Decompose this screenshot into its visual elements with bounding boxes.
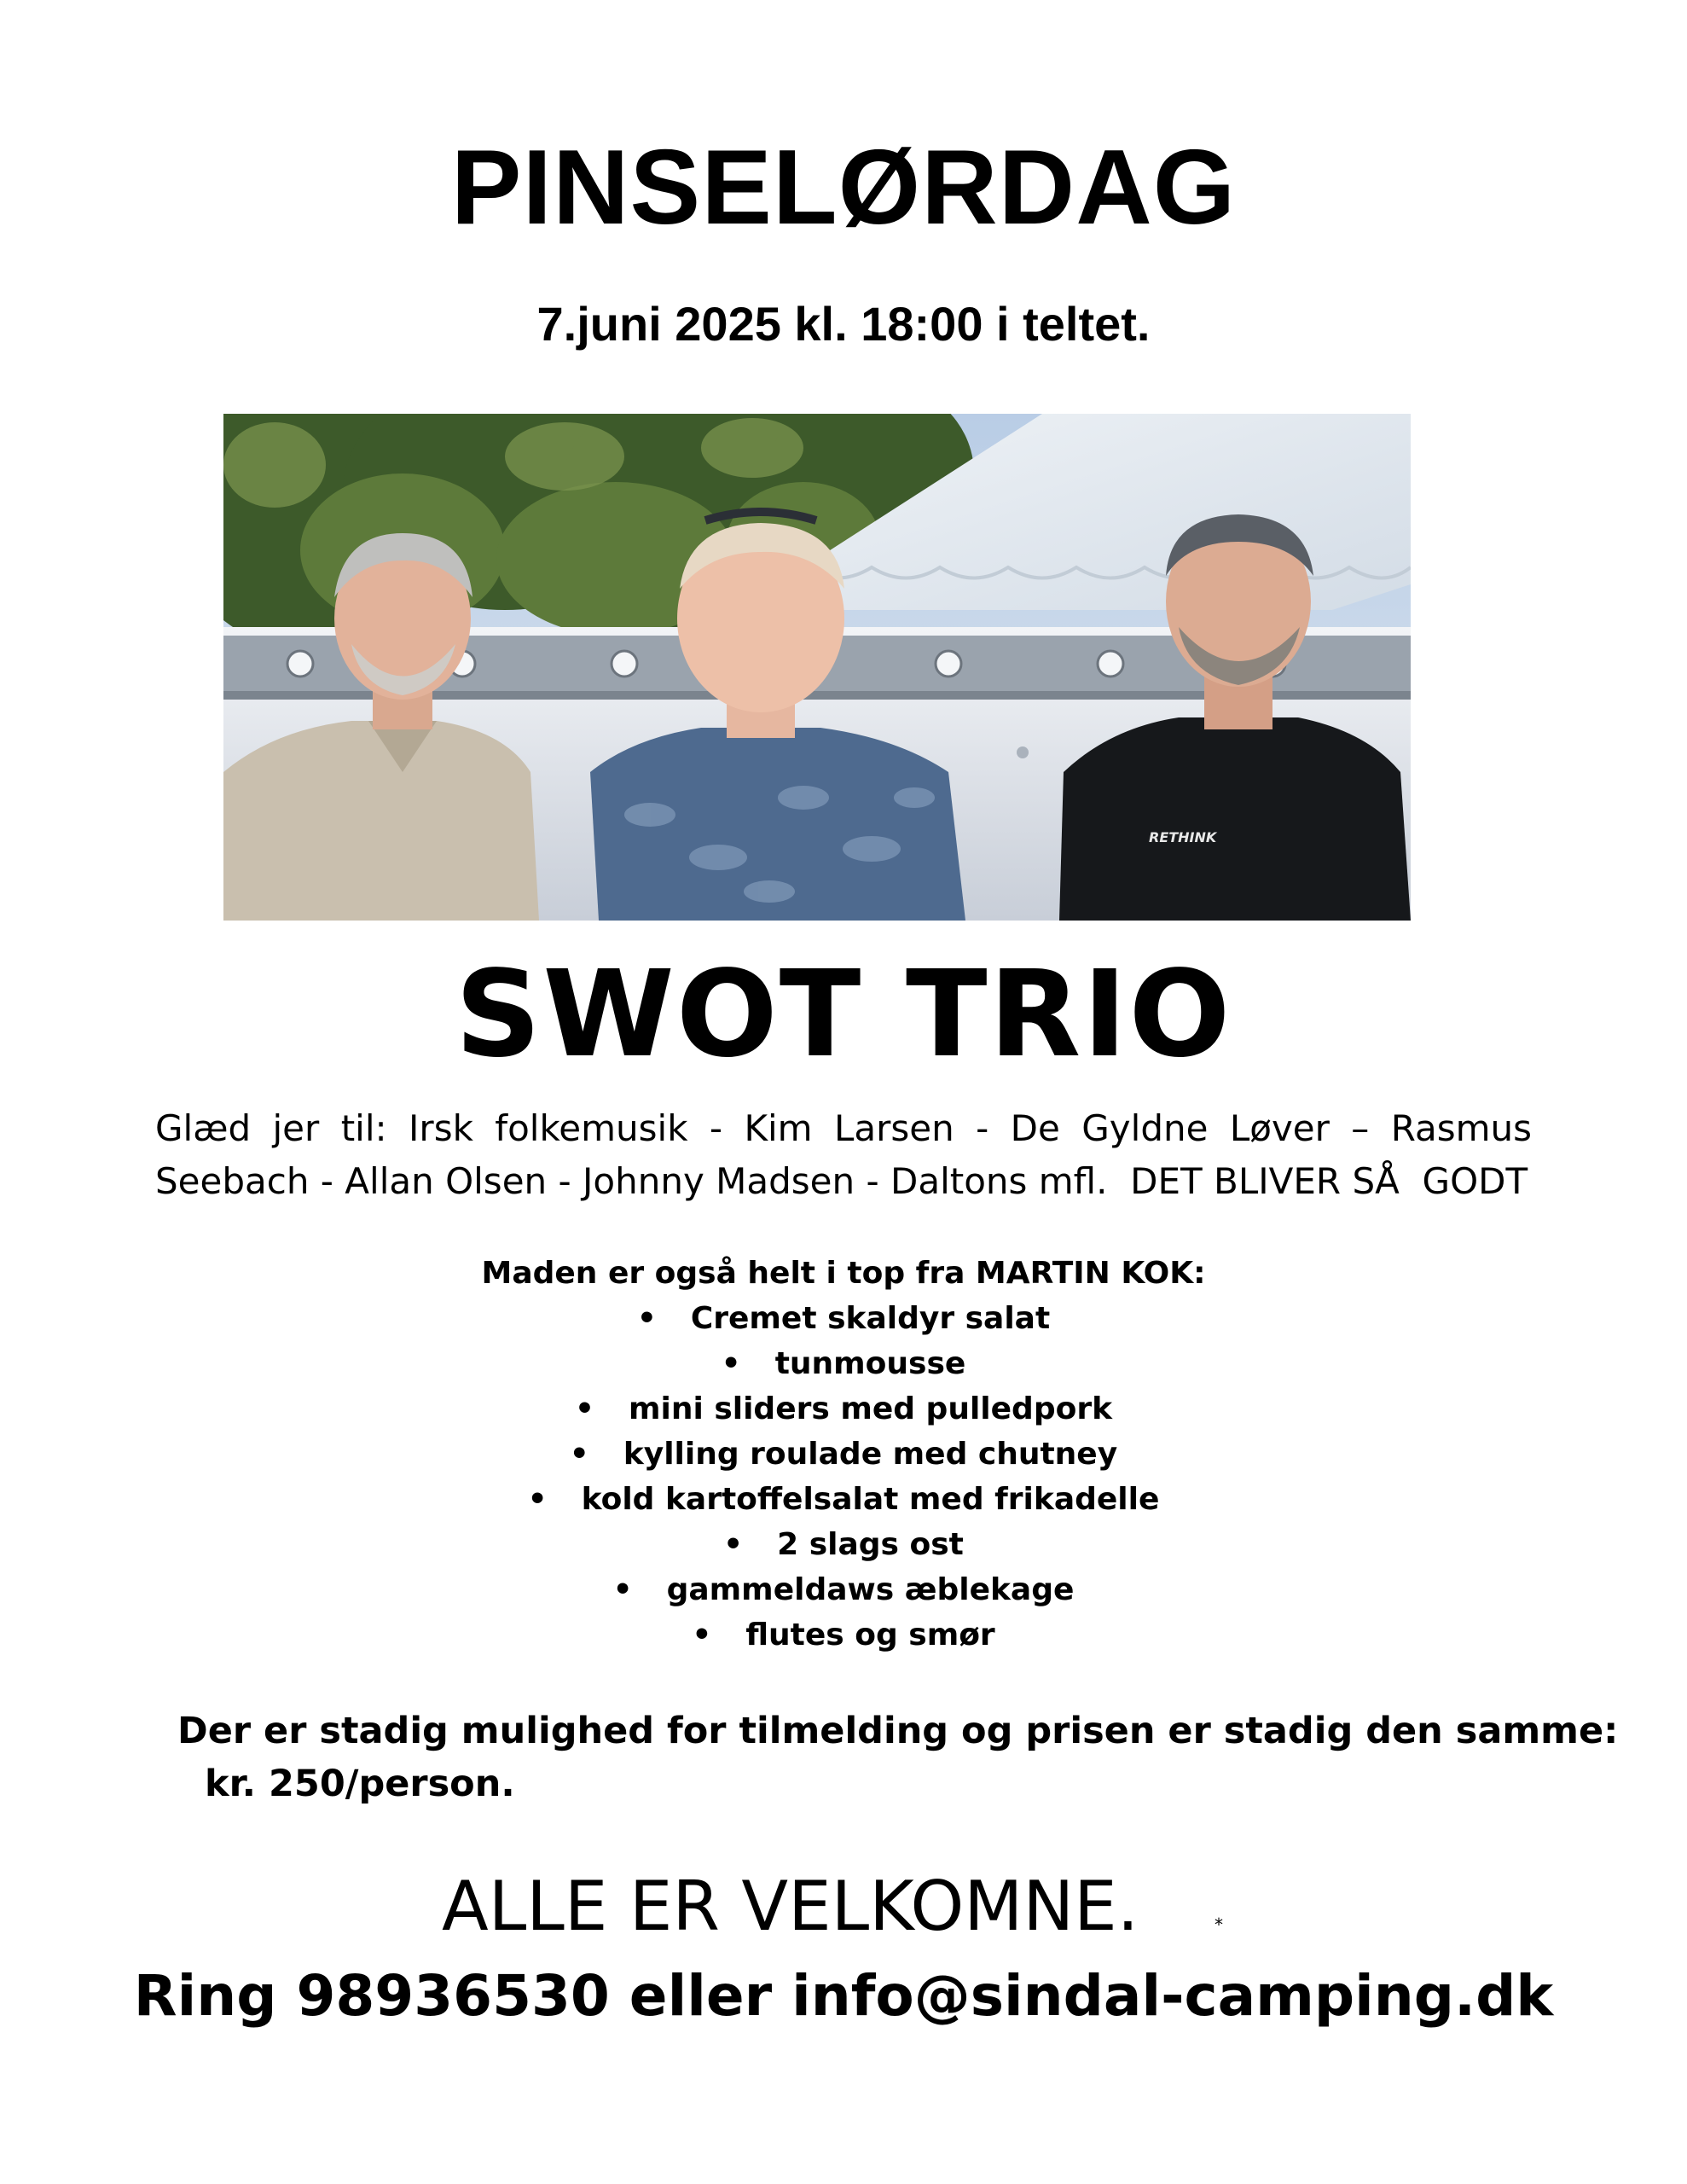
menu-item: • kylling roulade med chutney (569, 1437, 1118, 1472)
event-date: 7.juni 2025 kl. 18:00 i teltet. (536, 297, 1151, 351)
asterisk-mark: * (1215, 1914, 1223, 1935)
price-text: kr. 250/person. (205, 1763, 515, 1805)
signup-text: Der er stadig mulighed for tilmelding og prisen er stadig den samme: (177, 1710, 1619, 1752)
band-description (155, 1102, 1532, 1208)
menu-item: • 2 slags ost (723, 1527, 964, 1562)
description-line-2: Seebach - Allan Olsen - Johnny Madsen - Daltons mfl. DET BLIVER SÅ GODT (155, 1160, 1528, 1202)
menu-item: • tunmousse (721, 1346, 966, 1381)
food-menu (0, 1251, 1687, 1658)
event-title: PINSELØRDAG (450, 129, 1237, 247)
description-line-1: Glæd jer til: Irsk folkemusik - Kim Larsen - De Gyldne Løver – Rasmus (155, 1107, 1532, 1149)
menu-item: • flutes og smør (692, 1618, 995, 1653)
menu-item: • Cremet skaldyr salat (636, 1301, 1051, 1336)
menu-item: • kold kartoffelsalat med frikadelle (527, 1482, 1160, 1517)
band-name: SWOT TRIO (455, 945, 1232, 1084)
signup-notice (177, 1705, 1627, 1810)
shirt-print-text: RETHINK (1149, 829, 1217, 845)
band-photo (223, 414, 1411, 921)
menu-item: • mini sliders med pulledpork (574, 1391, 1113, 1426)
menu-heading: Maden er også helt i top fra MARTIN KOK: (481, 1256, 1206, 1291)
welcome-text: ALLE ER VELKOMNE. (442, 1867, 1139, 1946)
menu-item: • gammeldaws æblekage (612, 1572, 1075, 1607)
contact-info: Ring 98936530 eller info@sindal-camping.dk (133, 1963, 1554, 2029)
